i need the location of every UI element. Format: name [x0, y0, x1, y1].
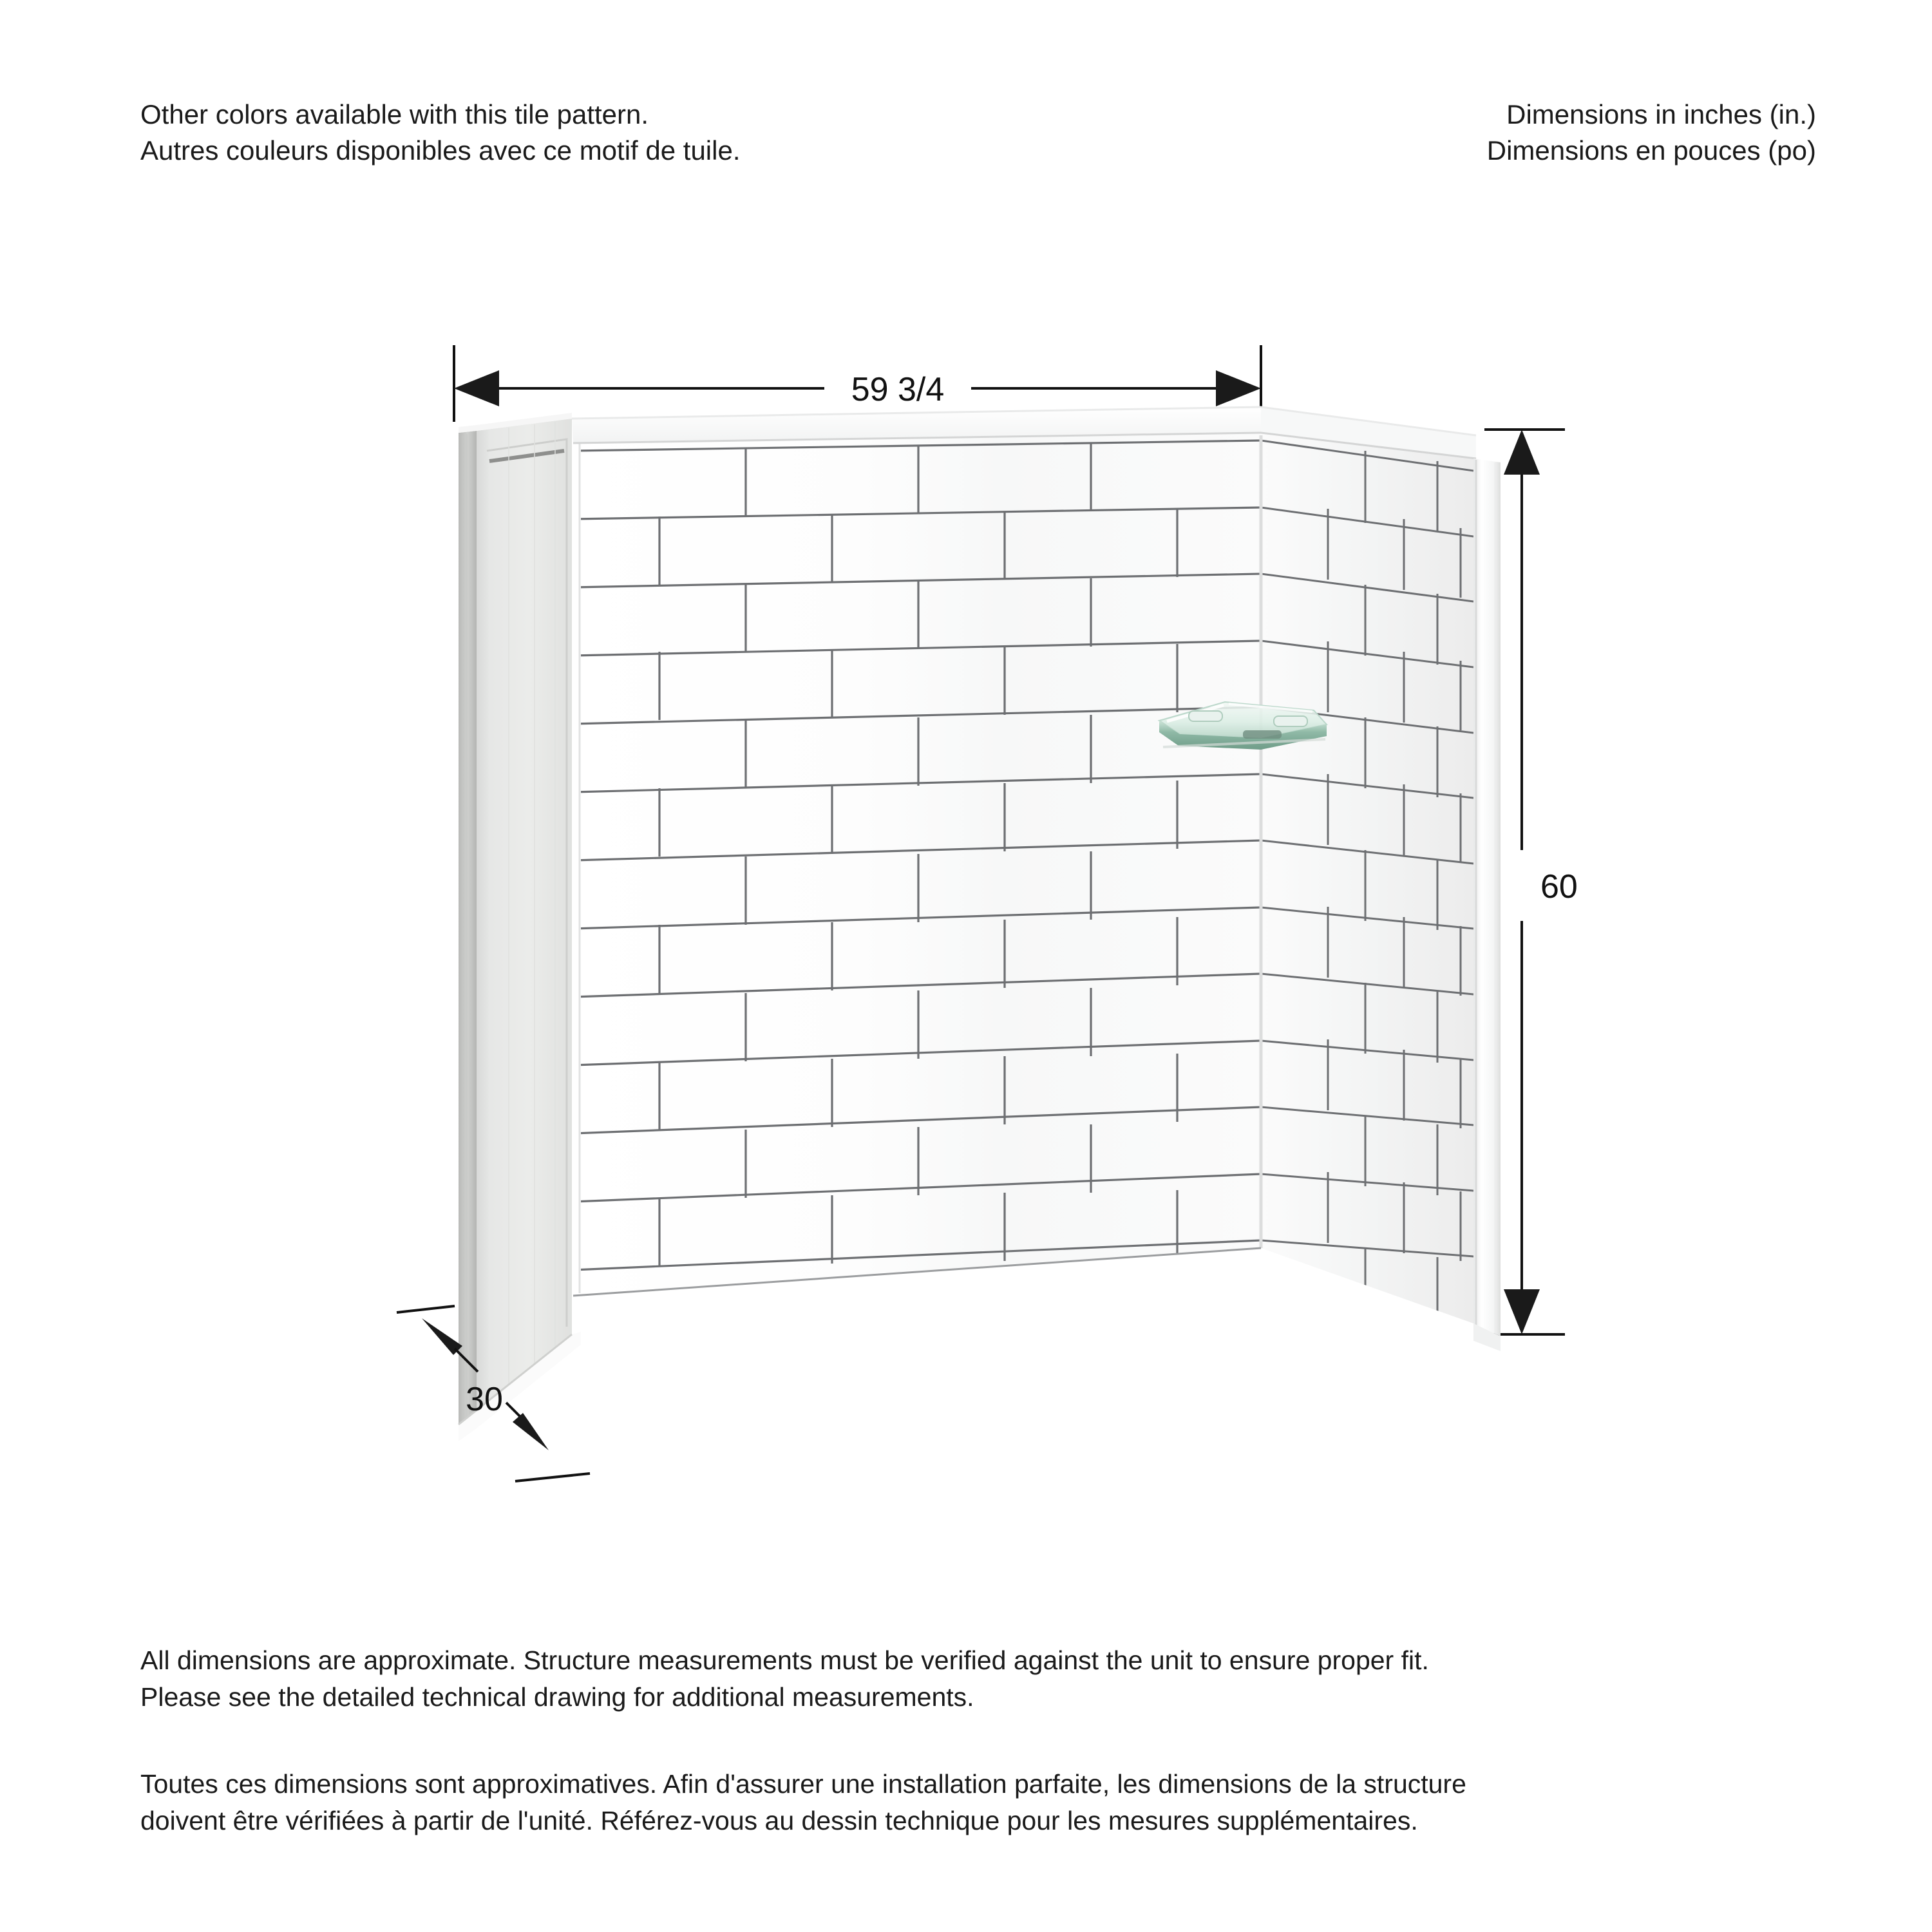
disclaimer-fr-line2: doivent être vérifiées à partir de l'unité. Référez-vous au dessin technique pour les mesures supplémentaires. [140, 1806, 1418, 1835]
right-tiled-wall [1261, 433, 1473, 1327]
right-edge-cap [1473, 459, 1501, 1351]
height-dimension-label: 60 [1540, 868, 1578, 905]
width-dimension-label: 59 3/4 [851, 371, 945, 408]
tile-pattern-note-fr: Autres couleurs disponibles avec ce motif de tuile. [140, 135, 741, 166]
back-tiled-wall [572, 417, 1261, 1296]
tile-pattern-note-en: Other colors available with this tile pattern. [140, 99, 649, 129]
disclaimer-fr-line1: Toutes ces dimensions sont approximatives. Afin d'assurer une installation parfaite, les dimensions de la structure [140, 1769, 1466, 1799]
disclaimer-english [140, 1642, 1789, 1716]
disclaimer-en-line1: All dimensions are approximate. Structure measurements must be verified against the unit to ensure proper fit. [140, 1645, 1429, 1675]
units-note-en: Dimensions in inches (in.) [1506, 99, 1816, 129]
left-side-panel [459, 413, 572, 1425]
disclaimer-en-line2: Please see the detailed technical drawing for additional measurements. [140, 1682, 974, 1712]
units-note-fr: Dimensions en pouces (po) [1486, 135, 1816, 166]
depth-dimension-label: 30 [466, 1381, 503, 1418]
disclaimer-french [140, 1766, 1789, 1839]
